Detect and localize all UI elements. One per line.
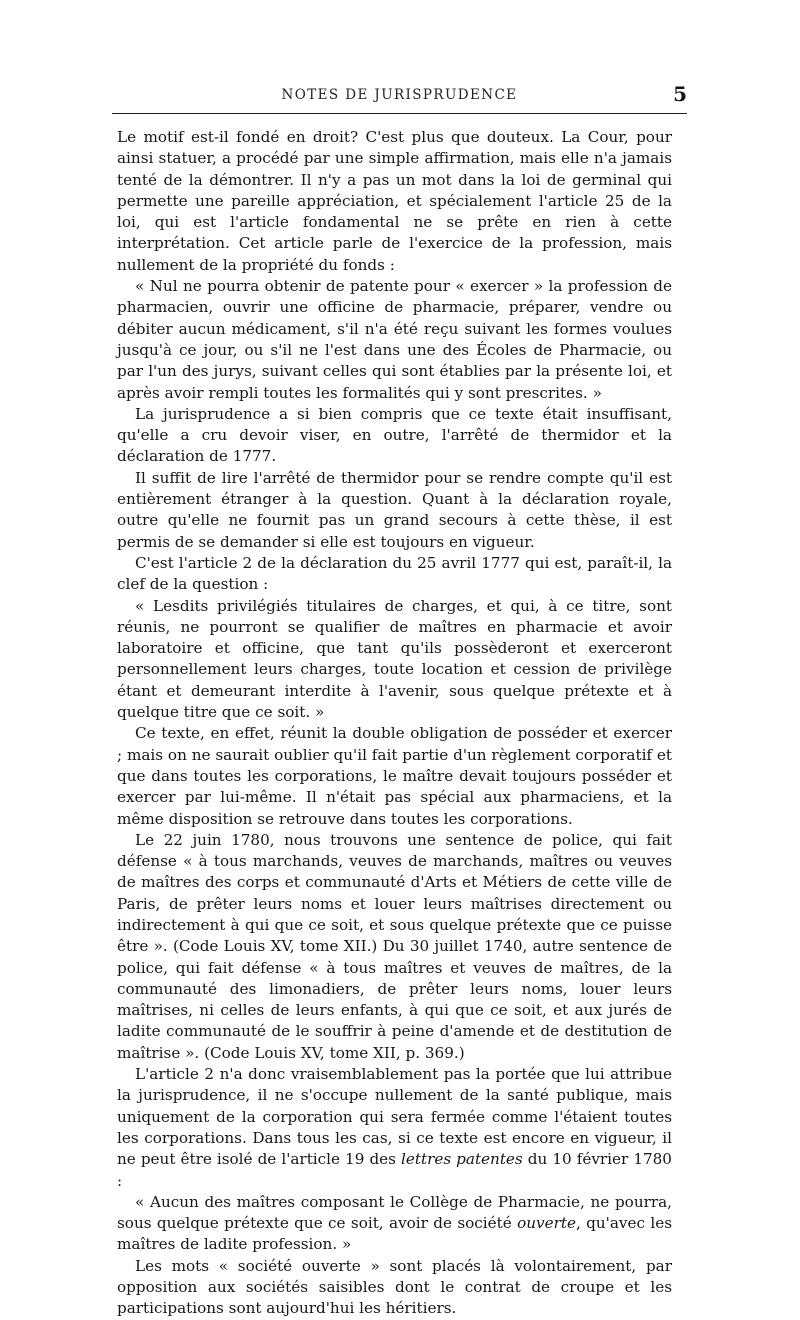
page-number: 5 bbox=[673, 82, 687, 106]
paragraph-6-text: « Lesdits privilégiés titulaires de charges, et qui, à ce titre, sont réunis, ne pourront se qualifier de maîtres en pharmacie et avoir laboratoire et officine, que tant qu'ils possèderont et exerceront personnellement leurs charges, toute location et cession de privilège étant et demeurant interdite à l'avenir, sous quelque prétexte et à quelque titre que ce soit. » bbox=[117, 596, 672, 722]
paragraph-9-text-a: L'article 2 n'a donc vraisemblablement pas la portée que lui attribue la jurisprudence, il ne s'occupe nullement de la santé publique, mais uniquement de la corporation qui sera fermée comme l'étaient toutes les corporations. Dans tous les cas, si ce texte est encore en vigueur, il ne peut être isolé de l'article 19 des bbox=[117, 1065, 672, 1169]
paragraph-5 bbox=[117, 553, 672, 596]
paragraph-3 bbox=[117, 404, 672, 468]
paragraph-4-text: Il suffit de lire l'arrêté de thermidor pour se rendre compte qu'il est entièrement étranger à la question. Quant à la déclaration royale, outre qu'elle ne fournit pas un grand secours à cette thèse, il est permis de se demander si elle est toujours en vigueur. bbox=[117, 468, 672, 551]
paragraph-10-text-a: « Aucun des maîtres composant le Collège de Pharmacie, ne pourra, sous quelque prétexte que ce soit, avoir de société bbox=[117, 1192, 672, 1233]
paragraph-8-text: Le 22 juin 1780, nous trouvons une sentence de police, qui fait défense « à tous marchands, veuves de marchands, maîtres ou veuves de maîtres des corps et communauté d'Arts et Métiers de cette ville de Paris, de prêter leurs noms et louer leurs maîtrises directement ou indirectement à qui que ce soit, et sous quelque prétexte que ce puisse être ». (Code Louis XV, tome XII.) Du 30 juillet 1740, autre sentence de police, qui fait défense « à tous maîtres et veuves de maîtres, de la communauté des limonadiers, de prêter leurs noms, louer leurs maîtrises, ni celles de leurs enfants, à qui que ce soit, et aux jurés de ladite communauté de le souffrir à peine d'amende et de destitution de maîtrise ». (Code Louis XV, tome XII, p. 369.) bbox=[117, 830, 672, 1062]
paragraph-10-italic-ouverte: ouverte bbox=[517, 1214, 576, 1233]
paragraph-6-quote-declaration bbox=[117, 596, 672, 724]
paragraph-1-text: Le motif est-il fondé en droit? C'est plus que douteux. La Cour, pour ainsi statuer, a procédé par une simple affirmation, mais elle n'a jamais tenté de la démontrer. Il n'y a pas un mot dans la loi de germinal qui permette une pareille appréciation, et spécialement l'article 25 de la loi, qui est l'article fondamental ne se prête en rien à cette interprétation. Cet article parle de l'exercice de la profession, mais nullement de la propriété du fonds : bbox=[117, 128, 672, 274]
paragraph-2-quote-loi-germinal bbox=[117, 276, 672, 404]
paragraph-11-text: Les mots « société ouverte » sont placés là volontairement, par opposition aux sociétés saisibles dont le contrat de croupe et les participations sont aujourd'hui les héritiers. bbox=[117, 1256, 672, 1318]
paragraph-5-text: C'est l'article 2 de la déclaration du 25 avril 1777 qui est, paraît-il, la clef de la question : bbox=[117, 553, 672, 594]
paragraph-7-text: Ce texte, en effet, réunit la double obligation de posséder et exercer ; mais on ne saurait oublier qu'il fait partie d'un règlement corporatif et que dans toutes les corporations, le maître devait toujours posséder et exercer par lui-même. Il n'était pas spécial aux pharmaciens, et la même disposition se retrouve dans toutes les corporations. bbox=[117, 724, 672, 828]
paragraph-7 bbox=[117, 723, 672, 829]
running-header bbox=[112, 82, 687, 112]
paragraph-1 bbox=[117, 127, 672, 276]
running-title: NOTES DE JURISPRUDENCE bbox=[281, 87, 518, 103]
paragraph-4 bbox=[117, 468, 672, 553]
paragraph-2-text: « Nul ne pourra obtenir de patente pour « exercer » la profession de pharmacien, ouvrir une officine de pharmacie, préparer, vendre ou débiter aucun médicament, s'il n'a été reçu suivant les formes voulues jusqu'à ce jour, ou s'il ne l'est dans une des Écoles de Pharmacie, ou par l'un des jurys, suivant celles qui sont établies par la présente loi, et après avoir rempli toutes les formalités qui y sont prescrites. » bbox=[117, 277, 672, 402]
paragraph-3-text: La jurisprudence a si bien compris que ce texte était insuffisant, qu'elle a cru devoir viser, en outre, l'arrêté de thermidor et la déclaration de 1777. bbox=[117, 404, 672, 466]
paragraph-9-italic-lettres-patentes: lettres patentes bbox=[401, 1150, 523, 1169]
paragraph-9-text-b: du 10 février 1780 : bbox=[117, 1150, 672, 1190]
paragraph-8 bbox=[117, 830, 672, 1064]
paragraph-10-quote-college bbox=[117, 1192, 672, 1256]
paragraph-10-text-b: , qu'avec les maîtres de ladite profession. » bbox=[117, 1214, 673, 1254]
header-rule bbox=[112, 113, 687, 114]
paragraph-9 bbox=[117, 1064, 672, 1192]
paragraph-11 bbox=[117, 1256, 672, 1320]
body-text bbox=[117, 127, 672, 1320]
